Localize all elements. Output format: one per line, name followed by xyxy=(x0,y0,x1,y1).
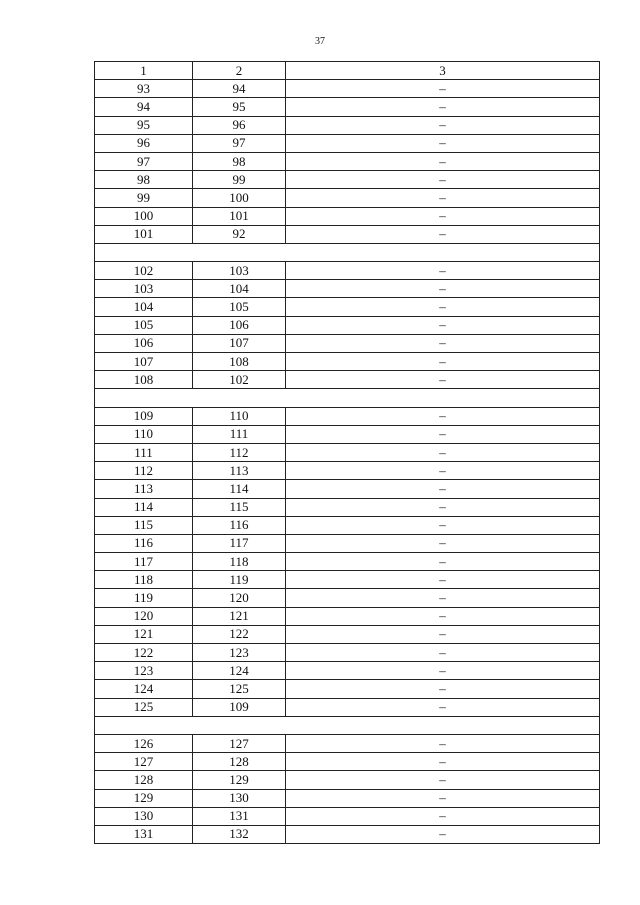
table-row xyxy=(95,425,600,443)
table-cell-col-2: 121 xyxy=(193,607,286,625)
table-row xyxy=(95,80,600,98)
table-row xyxy=(95,753,600,771)
table-cell-col-2: 129 xyxy=(193,771,286,789)
table-cell-col-1: 105 xyxy=(95,316,193,334)
table-cell-col-1: 131 xyxy=(95,825,193,843)
table-cell-col-3: – xyxy=(286,116,600,134)
table-cell-col-1: 106 xyxy=(95,334,193,352)
table-row xyxy=(95,789,600,807)
table-row xyxy=(95,534,600,552)
table-row xyxy=(95,825,600,843)
table-row xyxy=(95,807,600,825)
table-cell-col-1: 98 xyxy=(95,171,193,189)
table-row xyxy=(95,134,600,152)
table-cell-col-1: 111 xyxy=(95,443,193,461)
header-cell-2: 2 xyxy=(193,62,286,80)
table-cell-col-1: 130 xyxy=(95,807,193,825)
table-cell-col-2: 112 xyxy=(193,443,286,461)
table-cell-col-3: – xyxy=(286,571,600,589)
table-body xyxy=(95,62,600,844)
table-row xyxy=(95,607,600,625)
table-cell-col-1: 115 xyxy=(95,516,193,534)
table-cell-col-1: 112 xyxy=(95,462,193,480)
table-cell-col-3: – xyxy=(286,825,600,843)
table-cell-col-2: 119 xyxy=(193,571,286,589)
table-cell-col-2: 118 xyxy=(193,553,286,571)
table-cell-col-3: – xyxy=(286,680,600,698)
table-cell-col-3: – xyxy=(286,152,600,170)
group-separator-row xyxy=(95,243,600,261)
table-cell-col-2: 125 xyxy=(193,680,286,698)
table-cell-col-2: 132 xyxy=(193,825,286,843)
table-cell-col-2: 116 xyxy=(193,516,286,534)
table-cell-col-3: – xyxy=(286,443,600,461)
data-table xyxy=(94,61,600,844)
table-cell-col-3: – xyxy=(286,425,600,443)
table-cell-col-2: 101 xyxy=(193,207,286,225)
group-separator-row xyxy=(95,716,600,734)
table-cell-col-3: – xyxy=(286,698,600,716)
table-row xyxy=(95,571,600,589)
table-cell-col-2: 100 xyxy=(193,189,286,207)
table-row xyxy=(95,207,600,225)
table-row xyxy=(95,334,600,352)
table-row xyxy=(95,698,600,716)
table-row xyxy=(95,225,600,243)
table-row xyxy=(95,680,600,698)
table-cell-col-3: – xyxy=(286,534,600,552)
table-cell-col-1: 113 xyxy=(95,480,193,498)
table-cell-col-1: 101 xyxy=(95,225,193,243)
table-cell-col-1: 103 xyxy=(95,280,193,298)
table-cell-col-1: 110 xyxy=(95,425,193,443)
table-row xyxy=(95,298,600,316)
table-cell-col-1: 129 xyxy=(95,789,193,807)
table-cell-col-2: 97 xyxy=(193,134,286,152)
group-separator-cell xyxy=(95,389,600,407)
table-cell-col-2: 102 xyxy=(193,371,286,389)
table-cell-col-3: – xyxy=(286,316,600,334)
table-cell-col-3: – xyxy=(286,498,600,516)
table-cell-col-2: 113 xyxy=(193,462,286,480)
table-cell-col-3: – xyxy=(286,298,600,316)
table-header-row xyxy=(95,62,600,80)
table-cell-col-1: 118 xyxy=(95,571,193,589)
table-row xyxy=(95,644,600,662)
table-cell-col-2: 99 xyxy=(193,171,286,189)
table-row xyxy=(95,189,600,207)
table-row xyxy=(95,443,600,461)
table-cell-col-2: 110 xyxy=(193,407,286,425)
table-cell-col-1: 126 xyxy=(95,734,193,752)
table-cell-col-3: – xyxy=(286,789,600,807)
table-cell-col-3: – xyxy=(286,480,600,498)
table-cell-col-1: 127 xyxy=(95,753,193,771)
table-row xyxy=(95,171,600,189)
table-cell-col-2: 108 xyxy=(193,353,286,371)
table-row xyxy=(95,353,600,371)
table-cell-col-2: 111 xyxy=(193,425,286,443)
table-row xyxy=(95,371,600,389)
table-row xyxy=(95,516,600,534)
table-cell-col-1: 94 xyxy=(95,98,193,116)
table-cell-col-1: 124 xyxy=(95,680,193,698)
header-cell-1: 1 xyxy=(95,62,193,80)
table-cell-col-3: – xyxy=(286,171,600,189)
table-cell-col-1: 119 xyxy=(95,589,193,607)
table-cell-col-2: 130 xyxy=(193,789,286,807)
table-cell-col-2: 131 xyxy=(193,807,286,825)
table-cell-col-3: – xyxy=(286,262,600,280)
table-cell-col-2: 98 xyxy=(193,152,286,170)
table-cell-col-2: 117 xyxy=(193,534,286,552)
table-cell-col-1: 114 xyxy=(95,498,193,516)
header-cell-3: 3 xyxy=(286,62,600,80)
table-cell-col-3: – xyxy=(286,407,600,425)
table-cell-col-3: – xyxy=(286,207,600,225)
table-cell-col-2: 106 xyxy=(193,316,286,334)
table-cell-col-1: 123 xyxy=(95,662,193,680)
table-cell-col-3: – xyxy=(286,334,600,352)
table-cell-col-2: 120 xyxy=(193,589,286,607)
table-cell-col-1: 116 xyxy=(95,534,193,552)
table-row xyxy=(95,480,600,498)
table-row xyxy=(95,462,600,480)
table-cell-col-3: – xyxy=(286,644,600,662)
table-cell-col-1: 104 xyxy=(95,298,193,316)
table-cell-col-1: 122 xyxy=(95,644,193,662)
table-cell-col-3: – xyxy=(286,353,600,371)
table-cell-col-1: 107 xyxy=(95,353,193,371)
table-cell-col-3: – xyxy=(286,771,600,789)
table-row xyxy=(95,116,600,134)
table-cell-col-1: 109 xyxy=(95,407,193,425)
table-row xyxy=(95,98,600,116)
table-cell-col-3: – xyxy=(286,662,600,680)
page-number: 37 xyxy=(315,36,325,47)
table-cell-col-3: – xyxy=(286,371,600,389)
table-row xyxy=(95,625,600,643)
table-row xyxy=(95,152,600,170)
table-cell-col-1: 100 xyxy=(95,207,193,225)
group-separator-cell xyxy=(95,243,600,261)
table-cell-col-2: 95 xyxy=(193,98,286,116)
table-cell-col-2: 94 xyxy=(193,80,286,98)
table-cell-col-3: – xyxy=(286,589,600,607)
table-cell-col-1: 117 xyxy=(95,553,193,571)
table-cell-col-1: 102 xyxy=(95,262,193,280)
table-cell-col-3: – xyxy=(286,462,600,480)
table-cell-col-3: – xyxy=(286,225,600,243)
table-cell-col-1: 97 xyxy=(95,152,193,170)
table-cell-col-3: – xyxy=(286,807,600,825)
table-cell-col-3: – xyxy=(286,280,600,298)
table-row xyxy=(95,316,600,334)
table-cell-col-1: 128 xyxy=(95,771,193,789)
table-cell-col-1: 95 xyxy=(95,116,193,134)
table-cell-col-1: 99 xyxy=(95,189,193,207)
table-cell-col-2: 107 xyxy=(193,334,286,352)
table-row xyxy=(95,280,600,298)
table-row xyxy=(95,498,600,516)
table-cell-col-3: – xyxy=(286,134,600,152)
table-cell-col-1: 108 xyxy=(95,371,193,389)
table-row xyxy=(95,407,600,425)
table-row xyxy=(95,553,600,571)
table-cell-col-2: 115 xyxy=(193,498,286,516)
group-separator-cell xyxy=(95,716,600,734)
table-cell-col-2: 104 xyxy=(193,280,286,298)
table-cell-col-2: 105 xyxy=(193,298,286,316)
table-cell-col-2: 92 xyxy=(193,225,286,243)
table-cell-col-2: 96 xyxy=(193,116,286,134)
table-cell-col-2: 122 xyxy=(193,625,286,643)
table-cell-col-1: 125 xyxy=(95,698,193,716)
table-row xyxy=(95,734,600,752)
table-cell-col-3: – xyxy=(286,80,600,98)
table-cell-col-3: – xyxy=(286,516,600,534)
table-cell-col-3: – xyxy=(286,553,600,571)
table-cell-col-2: 127 xyxy=(193,734,286,752)
table-cell-col-2: 109 xyxy=(193,698,286,716)
table-cell-col-1: 96 xyxy=(95,134,193,152)
table-cell-col-3: – xyxy=(286,98,600,116)
table-cell-col-3: – xyxy=(286,753,600,771)
table-cell-col-2: 124 xyxy=(193,662,286,680)
table-row xyxy=(95,771,600,789)
table-cell-col-2: 103 xyxy=(193,262,286,280)
table-cell-col-2: 128 xyxy=(193,753,286,771)
table-row xyxy=(95,662,600,680)
table-cell-col-1: 93 xyxy=(95,80,193,98)
table-row xyxy=(95,589,600,607)
table-cell-col-3: – xyxy=(286,625,600,643)
table-cell-col-1: 121 xyxy=(95,625,193,643)
table-cell-col-2: 123 xyxy=(193,644,286,662)
table-cell-col-3: – xyxy=(286,607,600,625)
table-cell-col-1: 120 xyxy=(95,607,193,625)
group-separator-row xyxy=(95,389,600,407)
table-row xyxy=(95,262,600,280)
table-cell-col-3: – xyxy=(286,734,600,752)
table-cell-col-2: 114 xyxy=(193,480,286,498)
table-cell-col-3: – xyxy=(286,189,600,207)
